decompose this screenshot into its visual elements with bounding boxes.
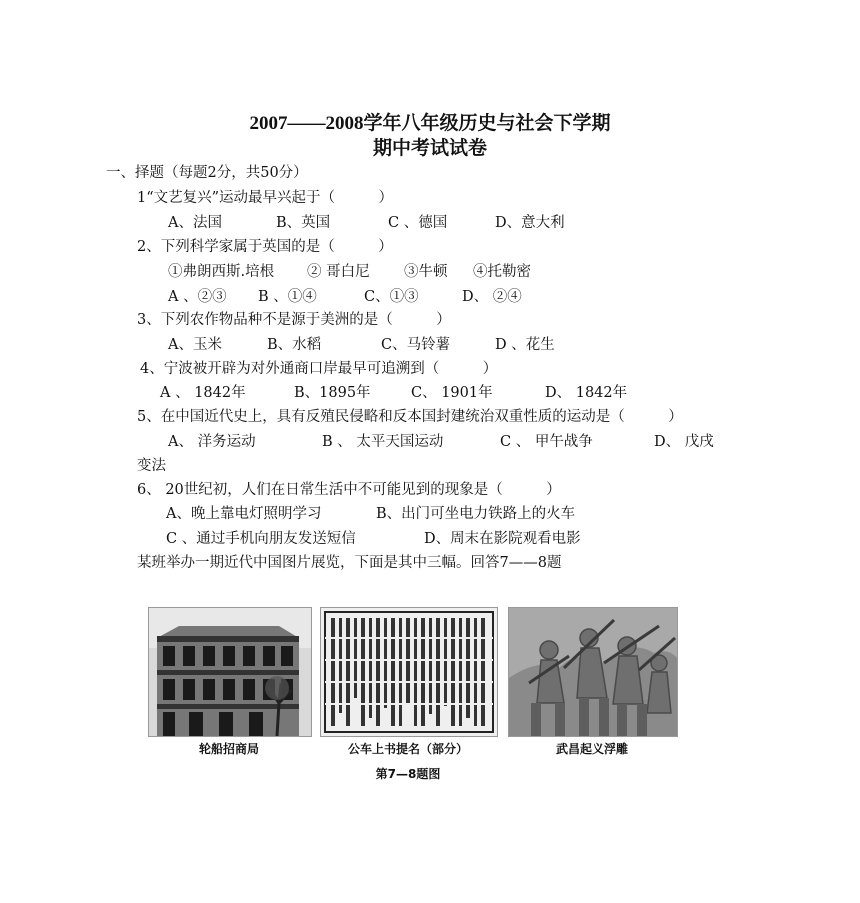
caption-wuchang-relief: 武昌起义浮雕 [555,742,628,756]
photo-wuchang-uprising-relief [508,607,678,737]
option-a: A、 洋务运动 [168,434,256,450]
option-a: A、法国 [168,215,222,231]
option-d: D、 ②④ [462,289,522,305]
option-d: D 、花生 [495,337,555,353]
exam-title-line1: 2007——2008学年八年级历史与社会下学期 [249,113,611,134]
item-4: ④托勒密 [473,264,531,280]
option-c: C 、 甲午战争 [500,434,593,450]
option-a: A、玉米 [168,337,222,353]
option-b: B、英国 [276,215,331,231]
option-b: B 、①④ [258,289,317,305]
exam-title-line2: 期中考试试卷 [372,138,487,159]
option-d: D、 戊戌 [654,434,714,450]
question-2-stem: 2、下列科学家属于英国的是（ ） [137,239,393,255]
question-1-stem: 1“文艺复兴”运动最早兴起于（ ） [137,190,394,206]
option-b: B、水稻 [267,337,322,353]
option-c: C、马铃薯 [381,337,451,353]
option-c: C 、德国 [388,215,448,231]
caption-steamship-company: 轮船招商局 [198,742,259,756]
item-1: ①弗朗西斯.培根 [168,264,275,280]
question-4-stem: 4、宁波被开辟为对外通商口岸最早可追溯到（ ） [140,361,498,377]
option-b: B、出门可坐电力铁路上的火车 [376,506,576,522]
photo-steamship-company-building [148,607,312,737]
option-b: B 、 太平天国运动 [322,434,444,450]
question-5-stem: 5、在中国近代史上，具有反殖民侵略和反本国封建统治双重性质的运动是（ ） [137,409,683,425]
item-3: ③牛顿 [404,264,448,280]
option-b: B、1895年 [294,385,371,401]
figure-label: 第7—8题图 [375,767,441,781]
option-d: D、 1842年 [545,385,628,401]
option-a: A 、②③ [168,289,227,305]
option-d: D、周末在影院观看电影 [424,531,581,547]
option-c: C、 1901年 [411,385,493,401]
item-2: ② 哥白尼 [307,264,370,280]
caption-petition: 公车上书提名（部分） [347,742,468,756]
option-a: A、晚上靠电灯照明学习 [166,506,322,522]
option-c: C 、通过手机向朋友发送短信 [166,531,356,547]
option-a: A 、 1842年 [160,385,246,401]
photo-petition-document [320,607,498,737]
question-7-8-intro: 某班举办一期近代中国图片展览，下面是其中三幅。回答7——8题 [137,555,562,571]
section-heading: 一、择题（每题2分，共50分） [106,165,308,181]
option-d: D、意大利 [495,215,565,231]
question-6-stem: 6、 20世纪初，人们在日常生活中不可能见到的现象是（ ） [137,482,561,498]
question-5-continuation: 变法 [137,458,166,474]
option-c: C、①③ [364,289,419,305]
question-3-stem: 3、下列农作物品种不是源于美洲的是（ ） [137,312,451,328]
